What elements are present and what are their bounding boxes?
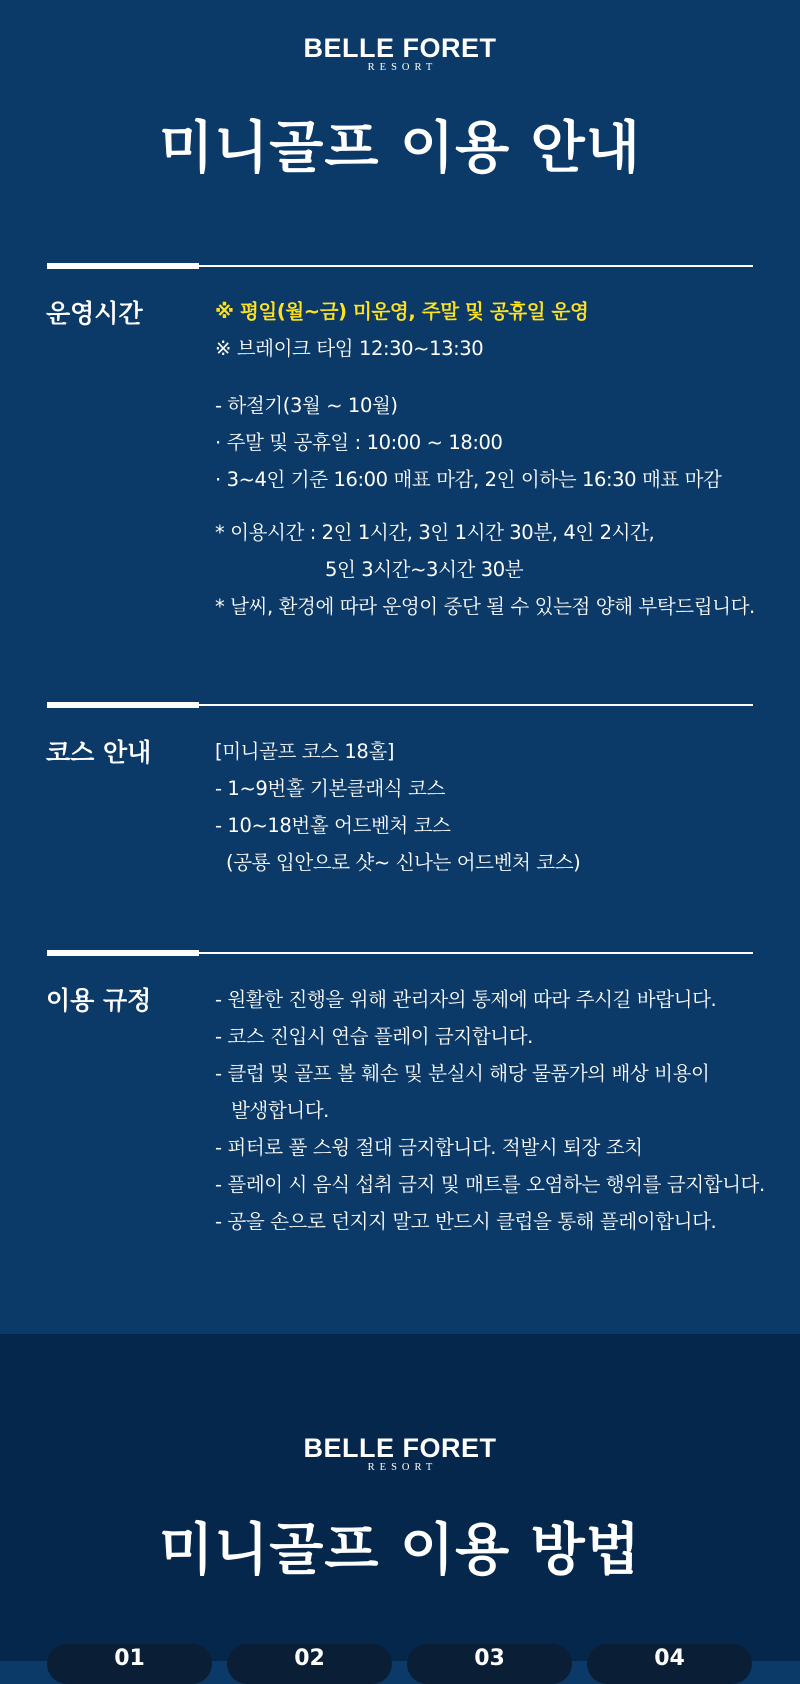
- logo-main-text: BELLE FORET: [303, 1433, 497, 1463]
- course-line: [미니골프 코스 18홀]: [215, 740, 395, 763]
- logo-sub-text: RESORT: [367, 62, 438, 73]
- section-divider: [47, 952, 753, 954]
- logo-main-text: BELLE FORET: [303, 33, 497, 63]
- howto-section: [0, 1334, 800, 1661]
- hours-line: - 하절기(3월 ~ 10월): [215, 394, 398, 417]
- howto-title: 미니골프 이용 방법: [159, 1518, 641, 1583]
- rule-line: - 플레이 시 음식 섭취 금지 및 매트를 오염하는 행위를 금지합니다.: [215, 1173, 765, 1196]
- hours-line: * 날씨, 환경에 따라 운영이 중단 될 수 있는점 양해 부탁드립니다.: [215, 595, 755, 618]
- brand-logo: [0, 34, 800, 74]
- section-divider: [47, 265, 753, 267]
- step-tabs: [47, 1644, 753, 1684]
- page-title: 미니골프 이용 안내: [159, 116, 641, 181]
- hours-line: · 주말 및 공휴일 : 10:00 ~ 18:00: [215, 431, 503, 454]
- rule-line: 발생합니다.: [231, 1099, 329, 1122]
- hours-label: 운영시간: [46, 299, 143, 328]
- rule-line: - 클럽 및 골프 볼 훼손 및 분실시 해당 물품가의 배상 비용이: [215, 1062, 710, 1085]
- rules-content: [215, 981, 795, 1240]
- hours-line: · 3~4인 기준 16:00 매표 마감, 2인 이하는 16:30 매표 마감: [215, 468, 722, 491]
- course-content: [215, 733, 795, 881]
- course-line: (공룡 입안으로 샷~ 신나는 어드벤처 코스): [226, 851, 581, 874]
- rules-label: 이용 규정: [46, 986, 152, 1015]
- hours-line: ※ 브레이크 타임 12:30~13:30: [215, 337, 484, 360]
- rule-line: - 퍼터로 풀 스윙 절대 금지합니다. 적발시 퇴장 조치: [215, 1136, 643, 1159]
- rule-line: - 공을 손으로 던지지 말고 반드시 클럽을 통해 플레이합니다.: [215, 1210, 717, 1233]
- step-tab-03[interactable]: 03: [407, 1644, 572, 1684]
- hours-content: [215, 293, 795, 625]
- course-line: - 10~18번홀 어드벤처 코스: [215, 814, 451, 837]
- step-tab-04[interactable]: 04: [587, 1644, 752, 1684]
- hours-line: 5인 3시간~3시간 30분: [325, 558, 524, 581]
- step-tab-01[interactable]: 01: [47, 1644, 212, 1684]
- logo-sub-text: RESORT: [367, 1462, 438, 1473]
- hours-line: * 이용시간 : 2인 1시간, 3인 1시간 30분, 4인 2시간,: [215, 521, 655, 544]
- course-label: 코스 안내: [46, 738, 152, 767]
- rule-line: - 원활한 진행을 위해 관리자의 통제에 따라 주시길 바랍니다.: [215, 988, 717, 1011]
- brand-logo: [0, 1434, 800, 1474]
- hours-highlight: ※ 평일(월~금) 미운영, 주말 및 공휴일 운영: [215, 300, 589, 323]
- course-line: - 1~9번홀 기본클래식 코스: [215, 777, 445, 800]
- step-tab-02[interactable]: 02: [227, 1644, 392, 1684]
- section-divider: [47, 704, 753, 706]
- rule-line: - 코스 진입시 연습 플레이 금지합니다.: [215, 1025, 533, 1048]
